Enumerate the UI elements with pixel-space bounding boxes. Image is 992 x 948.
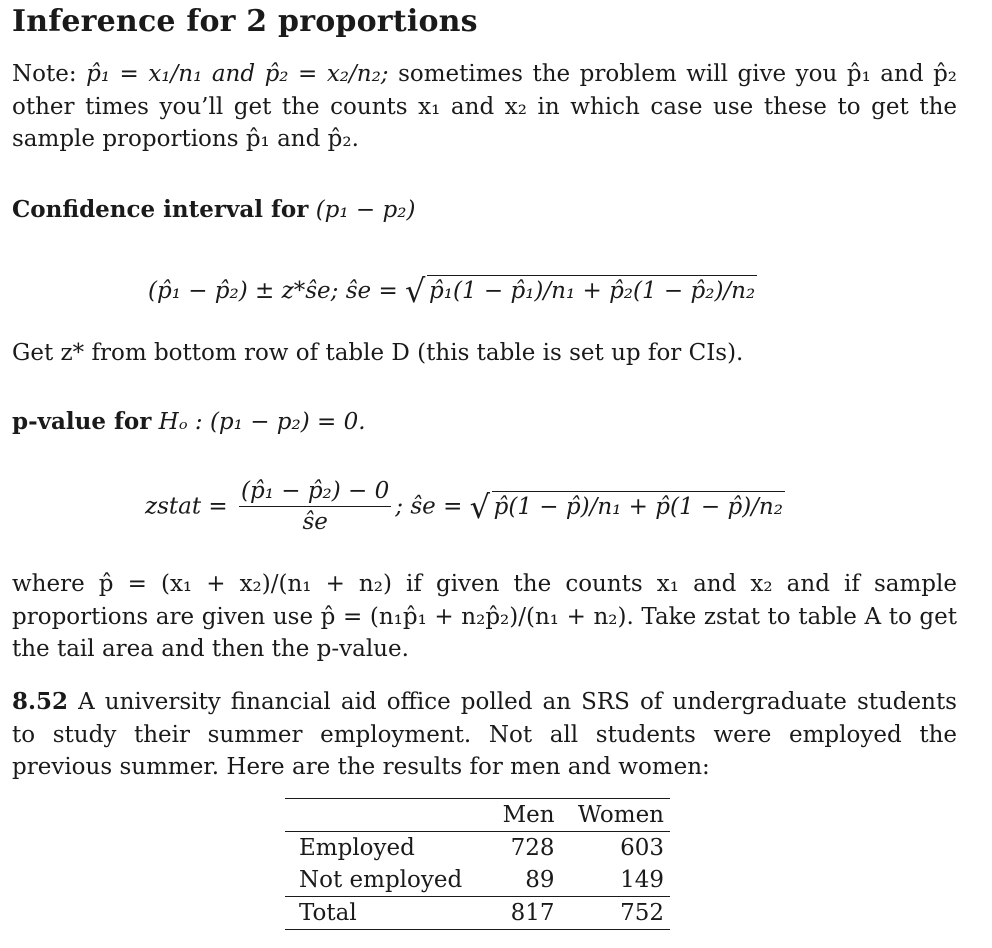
women-value: 149 (620, 867, 664, 893)
ci-heading-math: (p₁ − p₂) (315, 197, 416, 223)
table-row (285, 832, 670, 865)
ci-formula (148, 278, 757, 304)
pvalue-explanation (12, 568, 957, 666)
pvalue-sqrt (470, 494, 785, 520)
ci-heading-text: Confidence interval for (12, 196, 309, 223)
table-header-row (285, 799, 670, 832)
pvalue-heading-math: Hₒ : (p₁ − p₂) = 0. (158, 409, 366, 435)
row-label: Employed (299, 835, 415, 861)
table-header-women: Women (577, 802, 664, 828)
total-women: 752 (620, 900, 664, 926)
zstat-fraction (239, 478, 391, 535)
ci-note (12, 340, 743, 366)
note-paragraph (12, 58, 957, 156)
table-header-blank (285, 799, 489, 832)
ci-heading (12, 196, 415, 223)
men-value: 89 (525, 867, 555, 893)
table-total-row (285, 897, 670, 930)
pvalue-se-label: ; ŝe = (395, 493, 463, 520)
zstat-formula (145, 478, 785, 535)
table-row (285, 864, 670, 897)
ci-note-text: Get z* from bottom row of table D (this table is set up for CIs). (12, 340, 744, 366)
problem-number: 8.52 (12, 688, 69, 715)
pvalue-heading (12, 408, 366, 435)
ci-se-label: ŝe = (345, 278, 398, 304)
row-label: Not employed (299, 867, 463, 893)
note-text: sometimes the problem will give you p̂₁ and p̂₂ other times you’ll get the counts x₁ and x₂ in which case use these to get the sample proportions p̂₁ and p̂₂. (12, 61, 958, 152)
women-value: 603 (620, 835, 664, 861)
ci-sqrt (405, 278, 757, 304)
pvalue-se-radicand: p̂(1 − p̂)/n₁ + p̂(1 − p̂)/n₂ (492, 491, 785, 520)
pvalue-heading-text: p-value for (12, 408, 152, 435)
employment-table (285, 798, 670, 930)
ci-se-radicand: p̂₁(1 − p̂₁)/n₁ + p̂₂(1 − p̂₂)/n₂ (427, 275, 757, 304)
total-men: 817 (510, 900, 555, 926)
pvalue-explanation-text: where p̂ = (x₁ + x₂)/(n₁ + n₂) if given the counts x₁ and x₂ and if sample proportions are given use p̂ = (n₁p̂₁ + n₂p̂₂)/(n₁ + n₂). Take zstat to table A to get the tail area and then the p-value. (12, 571, 957, 662)
total-label: Total (299, 900, 357, 926)
table-header-men: Men (502, 802, 555, 828)
problem-paragraph (12, 686, 957, 784)
zstat-denominator: ŝe (302, 509, 328, 535)
men-value: 728 (510, 835, 555, 861)
page-title: Inference for 2 proportions (12, 4, 478, 39)
zstat-label: zstat = (145, 493, 228, 520)
note-definitions: p̂₁ = x₁/n₁ and p̂₂ = x₂/n₂; (86, 61, 389, 87)
ci-formula-left: (p̂₁ − p̂₂) ± z*ŝe; (148, 278, 339, 304)
problem-text: A university financial aid office polled an SRS of undergraduate students to study their summer employment. Not all students were employed the previous summer. Here are the results for men and women: (12, 689, 957, 780)
note-prefix: Note: (12, 61, 77, 87)
zstat-numerator: (p̂₁ − p̂₂) − 0 (239, 478, 391, 507)
